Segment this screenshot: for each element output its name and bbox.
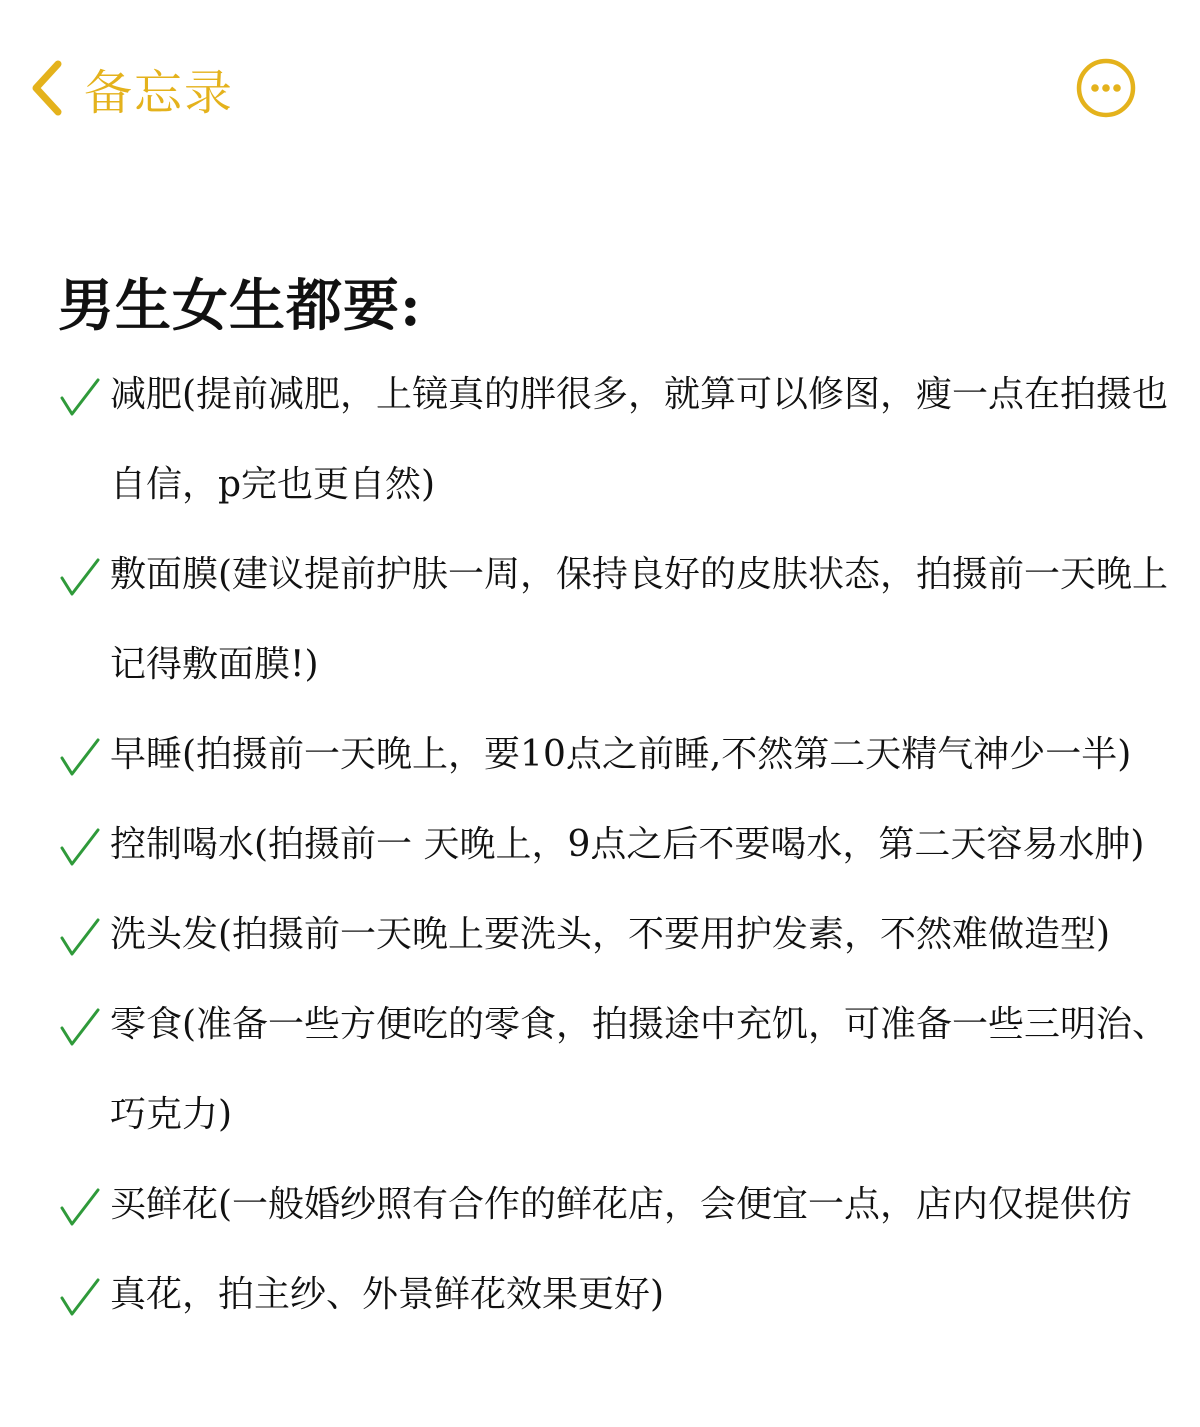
checkmark-icon <box>58 556 102 600</box>
checklist-item-text: 真花，拍主纱、外景鲜花效果更好) <box>110 1274 665 1315</box>
checkmark-icon <box>58 1276 102 1320</box>
checklist-item-text: 早睡(拍摄前一天晚上，要10点之前睡,不然第二天精气神少一半) <box>110 734 1132 775</box>
checklist-item <box>58 1250 1178 1340</box>
checklist-item-text: 零食(准备一些方便吃的零食，拍摄途中充饥，可准备一些三明治、巧克力) <box>110 1004 1169 1135</box>
checklist-item <box>58 890 1178 980</box>
checklist <box>58 350 1178 1340</box>
checklist-item <box>58 1160 1178 1250</box>
checklist-item <box>58 530 1178 710</box>
checkmark-icon <box>58 916 102 960</box>
checklist-item-text: 控制喝水(拍摄前一 天晚上，9点之后不要喝水，第二天容易水肿) <box>110 824 1145 865</box>
checklist-item <box>58 350 1178 530</box>
more-options-icon <box>1076 58 1136 118</box>
checklist-item <box>58 800 1178 890</box>
checkmark-icon <box>58 826 102 870</box>
back-button[interactable] <box>30 52 234 124</box>
more-options-button[interactable] <box>1076 58 1136 118</box>
checkmark-icon <box>58 1006 102 1050</box>
back-label: 备忘录 <box>84 64 235 121</box>
checkmark-icon <box>58 736 102 780</box>
checkmark-icon <box>58 1186 102 1230</box>
checklist-item <box>58 980 1178 1160</box>
checklist-item-text: 减肥(提前减肥，上镜真的胖很多，就算可以修图，瘦一点在拍摄也自信，p完也更自然) <box>110 374 1169 505</box>
checklist-item-text: 买鲜花(一般婚纱照有合作的鲜花店，会便宜一点，店内仅提供仿 <box>110 1184 1133 1225</box>
note-title: 男生女生都要: <box>58 273 422 339</box>
checklist-item-text: 敷面膜(建议提前护肤一周，保持良好的皮肤状态，拍摄前一天晚上记得敷面膜!) <box>110 554 1169 685</box>
chevron-left-icon <box>30 58 64 118</box>
note-body[interactable] <box>58 266 1178 1340</box>
checklist-item-text: 洗头发(拍摄前一天晚上要洗头，不要用护发素，不然难做造型) <box>110 914 1111 955</box>
checkmark-icon <box>58 376 102 420</box>
checklist-item <box>58 710 1178 800</box>
navigation-bar <box>0 0 1200 180</box>
